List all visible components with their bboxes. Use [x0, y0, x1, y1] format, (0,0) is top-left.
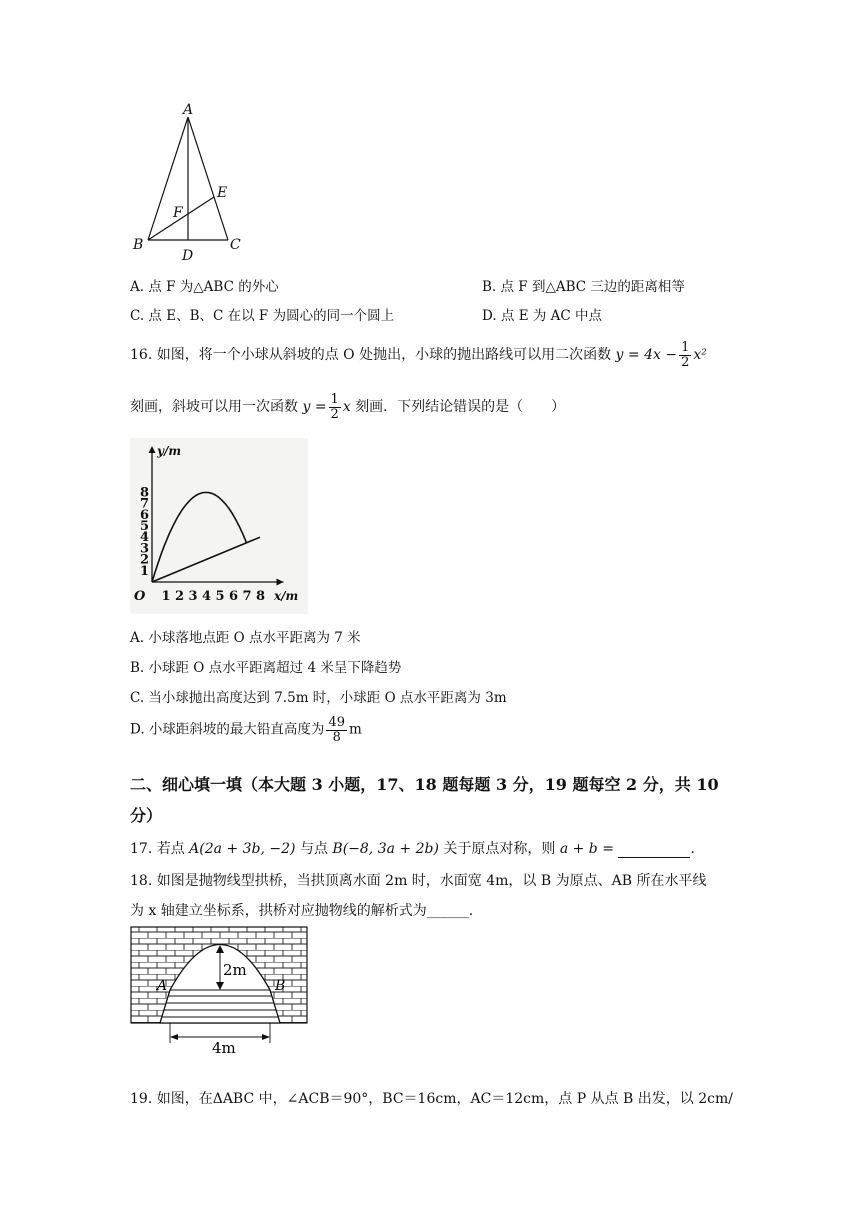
label-f: F [173, 205, 183, 221]
x-tick-label: 1 [161, 589, 171, 604]
fraction-49-8 [326, 716, 347, 744]
height-label: 2m [223, 961, 247, 979]
y-tick-label: 4 [140, 530, 150, 546]
fraction-half [679, 341, 691, 369]
slope-line [152, 537, 260, 582]
width-label: 4m [212, 1039, 236, 1056]
parabola-curve [152, 492, 247, 582]
x-tick-label: 8 [256, 589, 266, 604]
q17-answer-blank[interactable] [618, 841, 690, 858]
triangle-figure [128, 100, 268, 265]
q15-option-d: D. 点 E 为 AC 中点 [482, 308, 603, 324]
q16-option-d [130, 716, 362, 744]
q17-stem [130, 838, 695, 858]
fraction-half-2 [329, 393, 341, 421]
q16-stem-line1 [130, 341, 707, 369]
q17-text3: 关于原点对称，则 [443, 841, 556, 857]
q15-option-a: A. 点 F 为△ABC 的外心 [130, 279, 279, 295]
q16-formula-quadratic: y = 4x − [615, 347, 678, 364]
bridge-label-b: B [275, 978, 286, 994]
q16-option-d-text: D. 小球距斜坡的最大铅直高度为 [130, 721, 325, 738]
q16-option-a: A. 小球落地点距 O 点水平距离为 7 米 [130, 630, 361, 646]
q17-text2: 与点 [299, 841, 328, 857]
q16-linear-y: y = [302, 399, 327, 416]
section-heading-line2: 分） [130, 806, 163, 825]
q16-text2: 刻画，斜坡可以用一次函数 [130, 399, 298, 416]
q18-stem-line1: 18. 如图是抛物线型拱桥，当拱顶离水面 2m 时，水面宽 4m，以 B 为原点、AB 所在水平线 [130, 873, 707, 889]
frac-den: 2 [330, 406, 339, 422]
x-tick-label: 2 [175, 589, 185, 604]
q15-option-c: C. 点 E、B、C 在以 F 为圆心的同一个圆上 [130, 308, 395, 324]
x-tick-label: 7 [242, 589, 252, 604]
y-tick-label: 2 [140, 552, 150, 568]
x-axis-arrow [277, 579, 284, 586]
bridge-label-a: A [157, 978, 168, 994]
x-tick-label: 6 [229, 589, 239, 604]
section-heading-line1: 二、细心填一填（本大题 3 小题，17、18 题每题 3 分，19 题每空 2 分，共 10 [130, 775, 719, 794]
q17-expr: a + b = [559, 841, 614, 857]
y-axis-arrow [149, 446, 156, 453]
x-tick-label: 5 [215, 589, 225, 604]
q16-option-b: B. 小球距 O 点水平距离超过 4 米呈下降趋势 [130, 660, 402, 676]
q16-text3: 刻画．下列结论错误的是（ ） [355, 399, 566, 416]
q17-point-a: A(2a + 3b, −2) [189, 841, 296, 857]
y-tick-label: 7 [140, 496, 150, 512]
label-c: C [230, 237, 241, 253]
x-axis-label: x/m [274, 589, 299, 603]
frac-den: 2 [681, 354, 690, 370]
frac-num: 49 [328, 715, 345, 730]
y-axis-label: y/m [157, 444, 182, 458]
q16-option-c: C. 当小球抛出高度达到 7.5m 时，小球距 O 点水平距离为 3m [130, 690, 507, 706]
q17-end: . [690, 841, 695, 857]
q16-text1: 16. 如图，将一个小球从斜坡的点 O 处抛出，小球的抛出路线可以用二次函数 [130, 347, 612, 364]
y-tick-label: 3 [140, 541, 150, 557]
y-tick-label: 1 [140, 563, 150, 579]
y-tick-label: 6 [140, 507, 150, 523]
x-tick-label: 3 [188, 589, 198, 604]
frac-den: 8 [332, 729, 341, 745]
label-b: B [133, 237, 144, 253]
frac-num: 1 [330, 392, 339, 407]
q16-stem-line2 [130, 393, 565, 421]
q17-text1: 17. 若点 [130, 841, 185, 857]
unit-m: m [348, 721, 362, 738]
q16-linear-x: x [342, 399, 351, 416]
projectile-chart [130, 438, 308, 614]
y-tick-label: 5 [140, 519, 150, 534]
frac-num: 1 [681, 340, 690, 355]
y-tick-label: 8 [140, 485, 150, 501]
q16-x-squared: x² [693, 347, 707, 364]
x-tick-label: 4 [202, 589, 212, 604]
q18-stem-line2: 为 x 轴建立坐标系，拱桥对应抛物线的解析式为______. [130, 903, 474, 919]
arch-bridge-figure [130, 926, 310, 1056]
q17-point-b: B(−8, 3a + 2b) [332, 841, 439, 857]
label-d: D [182, 248, 194, 264]
label-e: E [217, 185, 228, 201]
q15-option-b: B. 点 F 到△ABC 三边的距离相等 [482, 279, 685, 295]
origin-label: O [134, 589, 146, 604]
label-a: A [183, 102, 194, 118]
q19-stem: 19. 如图，在ΔABC 中，∠ACB＝90°，BC＝16cm，AC＝12cm，点 P 从点 B 出发，以 2cm/ [130, 1091, 733, 1107]
